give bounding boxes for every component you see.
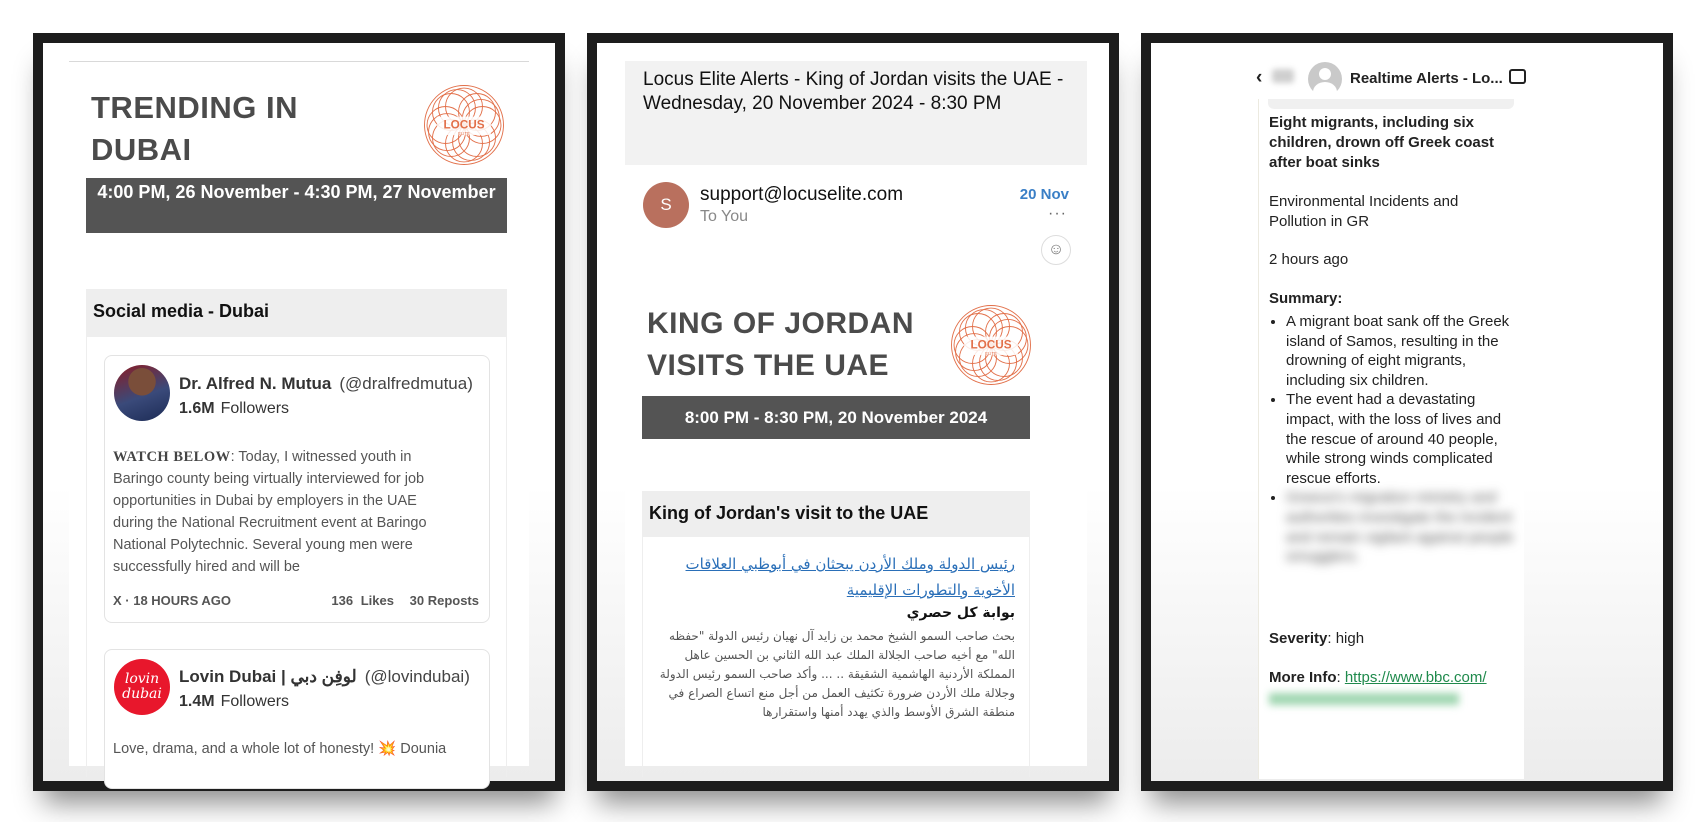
section-header-social-media: Social media - Dubai [86,289,507,337]
emoji-reaction-icon[interactable]: ☺ [1041,235,1071,265]
article-source: بوابة كل حصري [906,605,1015,621]
recipient-label[interactable]: To You [700,208,749,225]
followers-number: 1.6M [179,400,215,417]
more-info-label: More Info [1269,669,1337,686]
post-text: Love, drama, and a whole lot of honesty! 💥 Dounia [113,741,447,757]
alert-headline: Eight migrants, including six children, drown off Greek coast after boat sinks [1269,114,1495,171]
back-arrow-icon[interactable]: ‹ [1256,67,1263,88]
section-header: King of Jordan's visit to the UAE [642,491,1030,537]
locus-elite-logo [949,303,1033,387]
alert-category: Environmental Incidents and Pollution in GR [1269,193,1459,230]
alert-time: 2 hours ago [1269,251,1349,268]
followers-label: Followers [220,693,290,710]
divider [69,61,529,62]
menu-square-icon[interactable] [1509,69,1526,84]
logo-text: LOCUS [970,338,1012,352]
summary-item: • A migrant boat sank off the Greek island of Samos, resulting in the drowning of eight migrants, including six children. [1286,312,1518,390]
follower-count [179,400,289,418]
more-info: More Info: https://www.bbc.com/ [1269,669,1487,686]
post-author[interactable] [179,667,470,687]
frame-mat [597,43,1109,781]
time-range-bar: 8:00 PM - 8:30 PM, 20 November 2024 [642,396,1030,439]
summary-label-text: Summary [1269,290,1338,307]
email-view [625,43,1087,766]
likes-label: Likes [360,593,394,608]
more-options-icon[interactable]: ··· [1048,205,1067,222]
blurred-text: Greece's migration ministry and authorities investigate the incident and remain vigilant against people smugglers. [1286,489,1514,566]
chat-title[interactable]: Realtime Alerts - Lo... [1350,70,1503,87]
social-post-card[interactable] [104,649,490,789]
likes-count: 136 [331,593,354,608]
contact-avatar[interactable] [1308,62,1342,96]
author-name: Lovin Dubai | لوفِن دبي [179,667,357,686]
locus-elite-logo [422,83,506,167]
severity-label: Severity [1269,630,1328,647]
frame-email-alert [587,33,1119,791]
avatar [114,365,170,421]
alert-heading: KING OF JORDAN VISITS THE UAE [647,307,915,382]
logo-subtext: ELITE [985,351,997,357]
post-author[interactable] [179,374,473,394]
logo-subtext: ELITE [458,131,470,137]
reposts-count: 30 [409,593,425,608]
link-preview-blurred [1269,693,1459,705]
follower-count [179,693,289,711]
summary-item-blurred [1286,488,1518,566]
severity-value: high [1335,630,1365,647]
chat-view [1258,43,1524,766]
post-meta [113,593,479,608]
avatar: lovin dubai [114,659,170,715]
sender-address[interactable]: support@locuselite.com [700,184,904,205]
frame-realtime-chat [1141,33,1673,791]
author-handle: (@dralfredmutua) [339,374,473,393]
more-info-link[interactable]: https://www.bbc.com/ [1344,669,1487,686]
post-lead: WATCH BELOW [113,449,231,465]
logo-text: LOCUS [443,118,485,132]
trending-report [69,43,529,766]
social-post-card[interactable] [104,355,490,623]
summary-list [1286,312,1518,567]
summary-item: • The event had a devastating impact, with the loss of lives and the rescue of around 40 people, while strong winds complicated rescue efforts. [1286,390,1518,488]
previous-message-edge [1268,99,1514,109]
summary-label: Summary: [1269,290,1343,307]
unread-count-badge [1272,69,1294,83]
severity: Severity: high [1269,630,1365,647]
date-range-bar: 4:00 PM, 26 November - 4:30 PM, 27 November [86,178,507,233]
author-name: Dr. Alfred N. Mutua [179,374,332,393]
author-handle: (@lovindubai) [364,667,470,686]
frame-mat [43,43,555,781]
frame-mat [1151,43,1663,781]
email-subject: Locus Elite Alerts - King of Jordan visits the UAE - Wednesday, 20 November 2024 - 8:30 PM [625,61,1087,165]
article-link[interactable]: رئيس الدولة وملك الأردن يبحثان في أبوظبي العلاقات الأخوية والتطورات الإقليمية [685,555,1015,599]
email-date: 20 Nov [1019,186,1069,203]
post-source-time: X · 18 HOURS AGO [113,593,231,608]
article-excerpt: بحث صاحب السمو الشيخ محمد بن زايد آل نهيان رئيس الدولة "حفظه الله" مع أخيه صاحب الجلالة الملك عبد الله الثاني بن الحسين عاهل المملكة الأردنية الهاشمية الشقيقة .. ... وأكد صاحب السمو رئيس الدولة وجلالة ملك الأردن ضرورة تكثيف العمل من أجل منع اتساع الصراع في منطقة الشرق الأوسط والذي يهدد أمنها واستقرارها [659,629,1015,719]
followers-label: Followers [220,400,290,417]
reposts-label: Reposts [427,593,479,608]
post-text [113,446,448,578]
post-body: : Today, I witnessed youth in Baringo county being virtually interviewed for job opportunities in Dubai by employers in the UAE during the National Recruitment event at Baringo National Polytechnic. Several young men were successfully hired and will be [113,449,427,575]
sender-avatar[interactable]: S [643,182,689,228]
frame-trending-dubai [33,33,565,791]
report-title: TRENDING IN DUBAI [91,90,298,167]
followers-number: 1.4M [179,693,215,710]
